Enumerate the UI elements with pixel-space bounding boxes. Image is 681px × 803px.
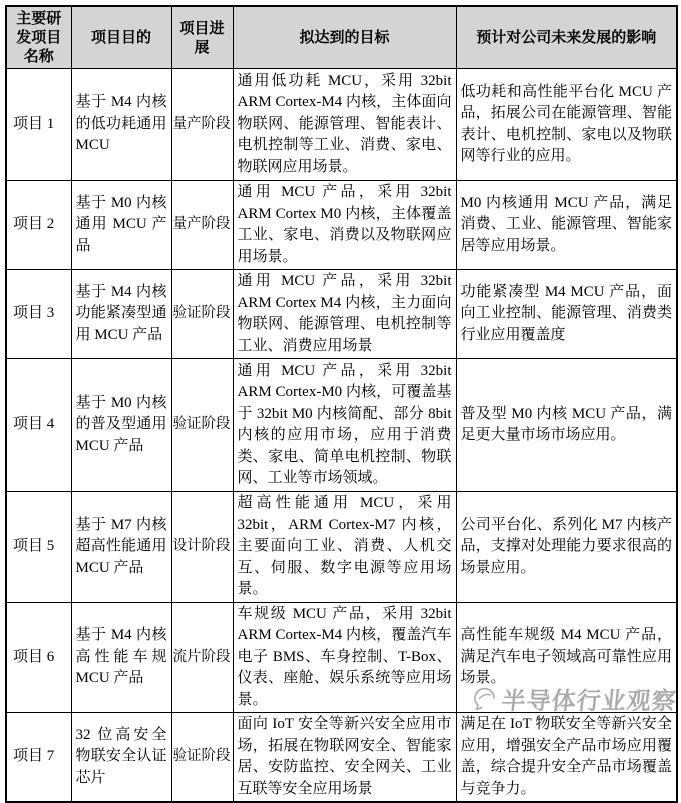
- project-name: 项目 3: [6, 270, 71, 359]
- project-progress: 验证阶段: [171, 270, 233, 359]
- project-name: 项目 1: [6, 69, 71, 181]
- project-goal: 面向 IoT 安全等新兴安全应用市场，拓展在物联网安全、智能家居、安防监控、安全网关、工业互联等安全应用场景: [233, 713, 456, 803]
- table-row: [6, 270, 677, 359]
- project-purpose: 基于 M0 内核通用 MCU 产品: [71, 181, 171, 270]
- project-purpose: 32 位高安全物联安全认证芯片: [71, 713, 171, 803]
- table-row: [6, 359, 677, 492]
- project-impact: 公司平台化、系列化 M7 内核产品，支撑对处理能力要求很高的场景应用。: [456, 492, 677, 603]
- table-row: [6, 181, 677, 270]
- project-progress: 量产阶段: [171, 181, 233, 270]
- project-goal: 通用 MCU 产品，采用 32bit ARM Cortex M4 内核，主力面向物联网、能源管理、电机控制等工业、消费应用场景: [233, 270, 456, 359]
- project-purpose: 基于 M0 内核的普及型通用 MCU 产品: [71, 359, 171, 492]
- project-progress: 设计阶段: [171, 492, 233, 603]
- project-name: 项目 6: [6, 602, 71, 713]
- project-goal: 通用低功耗 MCU，采用 32bit ARM Cortex-M4 内核，主体面向物联网、能源管理、智能表计、电机控制等工业、消费、家电、物联网应用场景。: [233, 69, 456, 181]
- project-name: 项目 2: [6, 181, 71, 270]
- table-row: [6, 602, 677, 713]
- project-purpose: 基于 M7 内核超高性能通用 MCU 产品: [71, 492, 171, 603]
- project-purpose: 基于 M4 内核高性能车规 MCU 产品: [71, 602, 171, 713]
- header-cell-impact: 预计对公司未来发展的影响: [456, 6, 677, 69]
- project-impact: 高性能车规级 M4 MCU 产品，满足汽车电子领域高可靠性应用场景。: [456, 602, 677, 713]
- project-impact: M0 内核通用 MCU 产品，满足消费、工业、能源管理、智能家居等应用场景。: [456, 181, 677, 270]
- project-progress: 流片阶段: [171, 602, 233, 713]
- header-cell-project-name: 主要研发项目名称: [6, 6, 71, 69]
- project-goal: 通用 MCU 产品，采用 32bit ARM Cortex M0 内核，主体覆盖工业、家电、消费以及物联网应用场景。: [233, 181, 456, 270]
- table-row: [6, 69, 677, 181]
- table-row: [6, 713, 677, 803]
- table-row: [6, 492, 677, 603]
- project-goal: 超高性能通用 MCU，采用 32bit，ARM Cortex-M7 内核，主要面向工业、消费、人机交互、伺服、数字电源等应用场景。: [233, 492, 456, 603]
- project-impact: 功能紧凑型 M4 MCU 产品，面向工业控制、能源管理、消费类行业应用覆盖度: [456, 270, 677, 359]
- rd-projects-table: [5, 5, 678, 803]
- project-progress: 量产阶段: [171, 69, 233, 181]
- header-row: [6, 6, 677, 69]
- project-progress: 验证阶段: [171, 713, 233, 803]
- project-goal: 车规级 MCU 产品，采用 32bit ARM Cortex-M4 内核，覆盖汽车电子 BMS、车身控制、T-Box、仪表、座舱、娱乐系统等应用场景。: [233, 602, 456, 713]
- rd-projects-table-page: [5, 5, 676, 803]
- project-name: 项目 4: [6, 359, 71, 492]
- project-impact: 低功耗和高性能平台化 MCU 产品，拓展公司在能源管理、智能表计、电机控制、家电以及物联网等行业的应用。: [456, 69, 677, 181]
- project-goal: 通用 MCU 产品，采用 32bit ARM Cortex-M0 内核，可覆盖基于 32bit M0 内核简配、部分 8bit 内核的应用市场，应用于消费类、家电、简单电机控制、物联网、工业等市场领域。: [233, 359, 456, 492]
- project-purpose: 基于 M4 内核功能紧凑型通用 MCU 产品: [71, 270, 171, 359]
- header-cell-progress: 项目进展: [171, 6, 233, 69]
- project-name: 项目 5: [6, 492, 71, 603]
- project-progress: 验证阶段: [171, 359, 233, 492]
- project-purpose: 基于 M4 内核的低功耗通用 MCU: [71, 69, 171, 181]
- project-impact: 满足在 IoT 物联安全等新兴安全应用，增强安全产品市场应用覆盖，综合提升安全产品市场覆盖与竞争力。: [456, 713, 677, 803]
- header-cell-goal: 拟达到的目标: [233, 6, 456, 69]
- watermark-text: 半导体行业观察: [500, 688, 679, 715]
- header-cell-purpose: 项目目的: [71, 6, 171, 69]
- project-impact: 普及型 M0 内核 MCU 产品，满足更大量市场市场应用。: [456, 359, 677, 492]
- project-name: 项目 7: [6, 713, 71, 803]
